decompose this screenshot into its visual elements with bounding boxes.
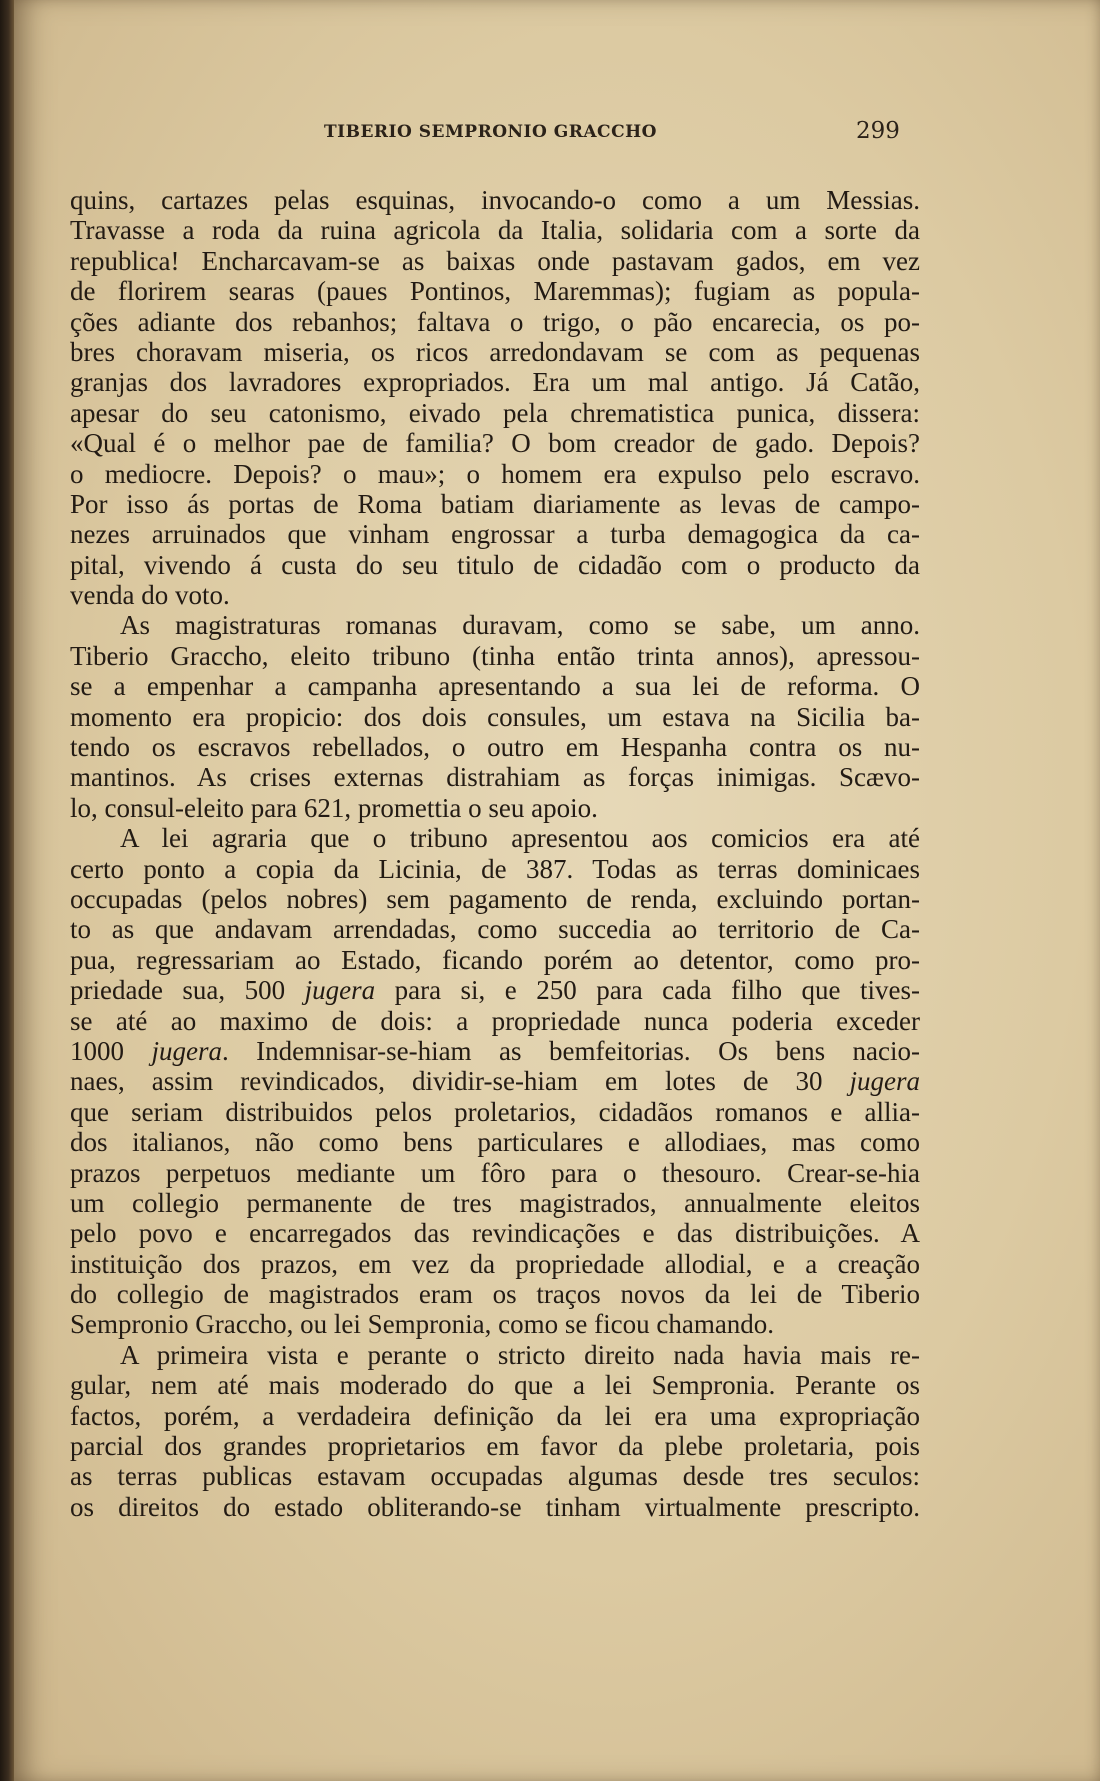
text-line: as terras publicas estavam occupadas algumas desde tres seculos: [70,1461,920,1492]
text-line: apesar do seu catonismo, eivado pela chrematistica punica, dissera: [70,397,920,428]
text-line: gular, nem até mais moderado do que a lei Sempronia. Perante os [70,1370,920,1401]
text-line: to as que andavam arrendadas, como succedia ao territorio de Ca- [70,914,920,945]
text-line: occupadas (pelos nobres) sem pagamento de renda, excluindo portan- [70,883,920,914]
text-line: os direitos do estado obliterando-se tinham virtualmente prescripto. [70,1491,920,1522]
text-line: Travasse a roda da ruina agricola da Italia, solidaria com a sorte da [70,215,920,246]
text-line: de florirem searas (paues Pontinos, Maremmas); fugiam as popula- [70,276,920,307]
paragraph-start-line: As magistraturas romanas duravam, como se sabe, um anno. [120,610,920,641]
text-line: se até ao maximo de dois: a propriedade nunca poderia exceder [70,1005,920,1036]
text-line: dos italianos, não como bens particulares e allodiaes, mas como [70,1127,920,1158]
text-line: tendo os escravos rebellados, o outro em Hespanha contra os nu- [70,732,920,763]
paragraph-start-line: A primeira vista e perante o stricto direito nada havia mais re- [120,1339,920,1370]
text-line: pital, vivendo á custa do seu titulo de cidadão com o producto da [70,549,920,580]
text-line: granjas dos lavradores expropriados. Era um mal antigo. Já Catão, [70,367,920,398]
italic-term: jugera [849,1066,920,1097]
text-line: factos, porém, a verdadeira definição da lei era uma expropriação [70,1400,920,1431]
text-line: priedade sua, 500 jugera para si, e 250 para cada filho que tives- [70,975,920,1006]
text-line: mantinos. As crises externas distrahiam as forças inimigas. Scævo- [70,762,920,793]
text-line: instituição dos prazos, em vez da propriedade allodial, e a creação [70,1248,920,1279]
page-number: 299 [856,118,900,144]
text-line: Por isso ás portas de Roma batiam diariamente as levas de campo- [70,488,920,519]
text-line: naes, assim revindicados, dividir-se-hiam em lotes de 30 jugera [70,1066,920,1097]
italic-term: jugera [304,975,376,1006]
italic-term: jugera [151,1035,222,1066]
text-line: 1000 jugera. Indemnisar-se-hiam as bemfeitorias. Os bens nacio- [70,1035,920,1066]
text-line: ções adiante dos rebanhos; faltava o trigo, o pão encarecia, os po- [70,306,920,337]
text-line: do collegio de magistrados eram os traços novos da lei de Tiberio [70,1279,920,1310]
text-line: venda do voto. [70,580,230,611]
text-line: Tiberio Graccho, eleito tribuno (tinha então trinta annos), apressou- [70,640,920,671]
text-line: Sempronio Graccho, ou lei Sempronia, como se ficou chamando. [70,1309,775,1340]
running-head [14,118,1014,148]
text-line: pua, regressariam ao Estado, ficando porém ao detentor, como pro- [70,944,920,975]
text-line: prazos perpetuos mediante um fôro para o thesouro. Crear-se-hia [70,1157,920,1188]
running-title: TIBERIO SEMPRONIO GRACCHO [324,122,657,142]
text-line: lo, consul-eleito para 621, promettia o seu apoio. [70,792,598,823]
text-line: um collegio permanente de tres magistrados, annualmente eleitos [70,1187,920,1218]
text-line: o mediocre. Depois? o mau»; o homem era expulso pelo escravo. [70,458,920,489]
text-line: se a empenhar a campanha apresentando a sua lei de reforma. O [70,671,920,702]
body-text [70,185,920,1522]
text-line: pelo povo e encarregados das revindicações e das distribuições. A [70,1218,920,1249]
text-line: «Qual é o melhor pae de familia? O bom creador de gado. Depois? [70,428,920,459]
paragraph-start-line: A lei agraria que o tribuno apresentou aos comicios era até [120,823,920,854]
book-spine-edge [0,0,14,1781]
text-line: momento era propicio: dos dois consules, um estava na Sicilia ba- [70,701,920,732]
text-line: quins, cartazes pelas esquinas, invocando-o como a um Messias. [70,185,920,215]
text-line: republica! Encharcavam-se as baixas onde pastavam gados, em vez [70,245,920,276]
text-line: que seriam distribuidos pelos proletarios, cidadãos romanos e allia- [70,1096,920,1127]
text-line: bres choravam miseria, os ricos arredondavam se com as pequenas [70,336,920,367]
text-line: parcial dos grandes proprietarios em favor da plebe proletaria, pois [70,1431,920,1462]
book-page [14,0,1100,1781]
text-line: nezes arruinados que vinham engrossar a turba demagogica da ca- [70,519,920,550]
text-line: certo ponto a copia da Licinia, de 387. Todas as terras dominicaes [70,853,920,884]
